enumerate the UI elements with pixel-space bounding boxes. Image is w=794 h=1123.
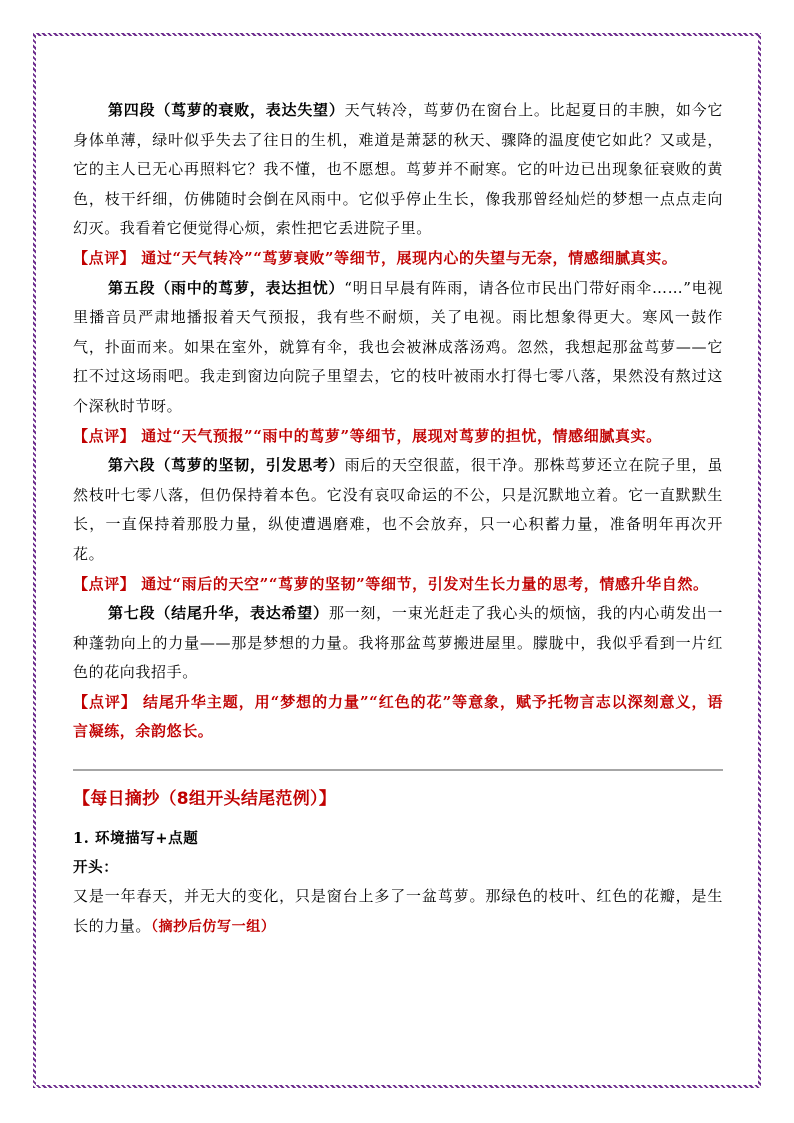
paragraph-7 [73, 599, 723, 688]
comment-4 [73, 244, 723, 274]
comment-4-text: 通过“天气转冷”“茑萝衰败”等细节，展现内心的失望与无奈，情感细腻真实。 [135, 248, 678, 267]
paragraph-7-heading: 第七段（结尾升华，表达希望） [108, 604, 329, 623]
comment-6-tag: 【点评】 [73, 574, 136, 593]
paragraph-4-heading: 第四段（茑萝的衰败，表达失望） [108, 101, 345, 119]
comment-6 [73, 570, 723, 600]
comment-7-tag: 【点评】 [73, 692, 137, 711]
opening-text: 又是一年春天，并无大的变化，只是窗台上多了一盆茑萝。那绿色的枝叶、红色的花瓣，是生长的力量。 [73, 887, 723, 935]
paragraph-5-heading: 第五段（雨中的茑萝，表达担忧） [108, 278, 345, 297]
comment-6-text: 通过“雨后的天空”“茑萝的坚韧”等细节，引发对生长力量的思考，情感升华自然。 [135, 574, 709, 593]
opening-label: 开头： [73, 859, 119, 877]
opening-note: （摘抄后仿写一组） [151, 918, 276, 935]
comment-5-tag: 【点评】 [73, 426, 136, 445]
comment-5-text: 通过“天气预报”“雨中的茑萝”等细节，展现对茑萝的担忧，情感细腻真实。 [135, 426, 662, 445]
paragraph-5-text: “明日早晨有阵雨，请各位市民出门带好雨伞……”电视里播音员严肃地播报着天气预报，我有些不耐烦，关了电视。雨比想象得更大。寒风一鼓作气，扑面而来。如果在室外，就算有伞，我也会被淋成落汤鸡。忽然，我想起那盆茑萝——它扛不过这场雨吧。我走到窗边向院子里望去，它的枝叶被雨水打得七零八落，果然没有熬过这个深秋时节呀。 [73, 278, 723, 415]
paragraph-4 [73, 96, 723, 244]
paragraph-6-heading: 第六段（茑萝的坚韧，引发思考） [108, 456, 345, 475]
daily-excerpt-title: 【每日摘抄（8组开头结尾范例）】 [73, 789, 337, 810]
comment-7-text: 结尾升华主题，用“梦想的力量”“红色的花”等意象，赋予托物言志以深刻意义，语言凝练，余韵悠长。 [73, 692, 723, 741]
comment-5 [73, 422, 723, 452]
opening-paragraph [73, 882, 723, 942]
paragraph-5 [73, 274, 723, 422]
item-1-title: 1. 环境描写+点题 [73, 830, 199, 848]
paragraph-6 [73, 451, 723, 569]
document-body [73, 96, 723, 942]
paragraph-6-text: 雨后的天空很蓝，很干净。那株茑萝还立在院子里，虽然枝叶七零八落，但仍保持着本色。它没有哀叹命运的不公，只是沉默地立着。它一直默默生长，一直保持着那股力量，纵使遭遇磨难，也不会放弃，只一心积蓄力量，准备明年再次开花。 [73, 456, 723, 563]
paragraph-4-text: 天气转冷，茑萝仍在窗台上。比起夏日的丰腴，如今它身体单薄，绿叶似乎失去了往日的生机，难道是萧瑟的秋天、骤降的温度使它如此？又或是，它的主人已无心再照料它？我不懂，也不愿想。茑萝并不耐寒。它的叶边已出现象征衰败的黄色，枝干纤细，仿佛随时会倒在风雨中。它似乎停止生长，像我那曾经灿烂的梦想一点点走向幻灭。我看着它便觉得心烦，索性把它丢进院子里。 [73, 101, 723, 238]
section-divider [73, 769, 723, 771]
paragraph-7-text: 那一刻，一束光赶走了我心头的烦恼，我的内心萌发出一种蓬勃向上的力量——那是梦想的力量。我将那盆茑萝搬进屋里。朦胧中，我似乎看到一片红色的花向我招手。 [73, 604, 723, 682]
comment-4-tag: 【点评】 [73, 248, 136, 267]
comment-7 [73, 688, 723, 747]
